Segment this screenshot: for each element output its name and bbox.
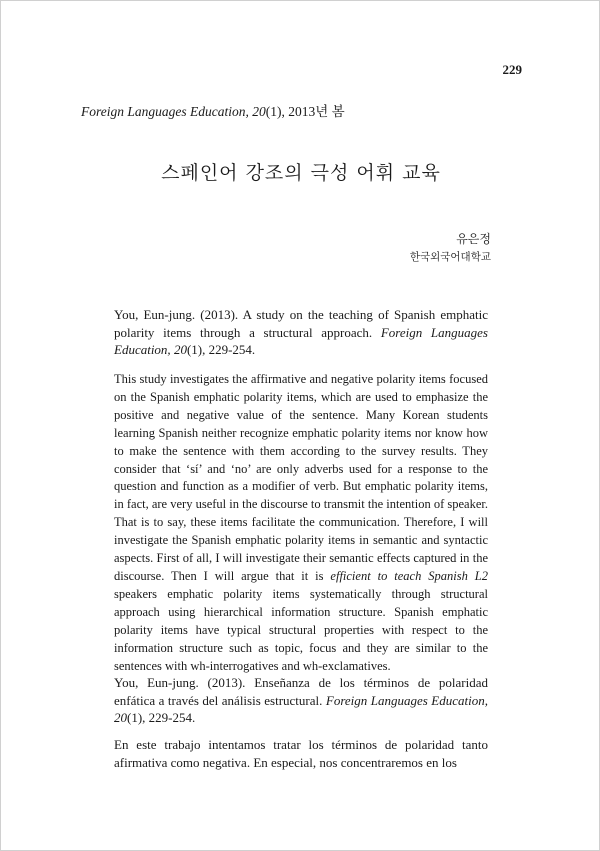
citation-english-journal: Foreign Languages Education, xyxy=(114,324,488,357)
abstract-english-italic: efficient to teach Spanish L2 xyxy=(330,568,488,583)
citation-spanish-pages: (1), 229-254. xyxy=(127,710,196,725)
abstract-english-part1: This study investigates the affirmative and negative polarity items focused on the Spanish emphatic polarity items, which are used to emphasize the positive and negative value of the sentence. Many Korean students learning Spanish neither recognize emphatic polarity items nor know how to make the sentence with them according to the survey results. They consider that ‘sí’ and ‘no’ are only adverbs used for a response to the question and function as a modifier of verb. But emphatic polarity items, in fact, are very useful in the discourse to transmit the intention of speaker. That is to say, these items facilitate the communication. Therefore, I will investigate the Spanish emphatic polarity items in semantic and syntactic aspects. First of all, I will investigate their semantic effects captured in the discourse. Then I will argue that it is xyxy=(114,372,488,583)
abstract-english xyxy=(114,371,488,675)
abstract-spanish: En este trabajo intentamos tratar los términos de polaridad tanto afirmativa como negativa. En especial, nos concentraremos en los xyxy=(114,737,488,770)
journal-name: Foreign Languages Education, xyxy=(81,104,249,119)
citation-spanish-volume: 20 xyxy=(114,710,127,725)
citation-spanish xyxy=(114,674,488,727)
citation-spanish-text: You, Eun-jung. (2013). Enseñanza de los términos de polaridad enfática a través del análisis estructural. xyxy=(114,675,488,708)
citation-english xyxy=(114,306,488,359)
author-name: 유은정 xyxy=(456,232,491,246)
journal-issue: (1), 2013년 봄 xyxy=(265,104,345,119)
abstract-english-part2: speakers emphatic polarity items systematically through structural approach using hierarchical information structure. Spanish emphatic polarity items have typical structural properties with respect to the information structure such as topic, focus and they are similar to the sentences with wh-interrogatives and wh-exclamatives. xyxy=(114,586,488,673)
author-affiliation: 한국외국어대학교 xyxy=(409,251,491,263)
citation-english-volume: 20 xyxy=(173,342,187,357)
page-number: 229 xyxy=(502,62,522,77)
journal-header xyxy=(81,100,345,120)
article-title: 스페인어 강조의 극성 어휘 교육 xyxy=(161,162,441,184)
citation-english-pages: (1), 229-254. xyxy=(186,342,256,357)
citation-spanish-journal: Foreign Languages Education, xyxy=(325,692,488,708)
citation-english-text: You, Eun-jung. (2013). A study on the teaching of Spanish emphatic polarity items through a structural approach. xyxy=(114,307,488,340)
journal-volume: 20 xyxy=(252,104,266,119)
